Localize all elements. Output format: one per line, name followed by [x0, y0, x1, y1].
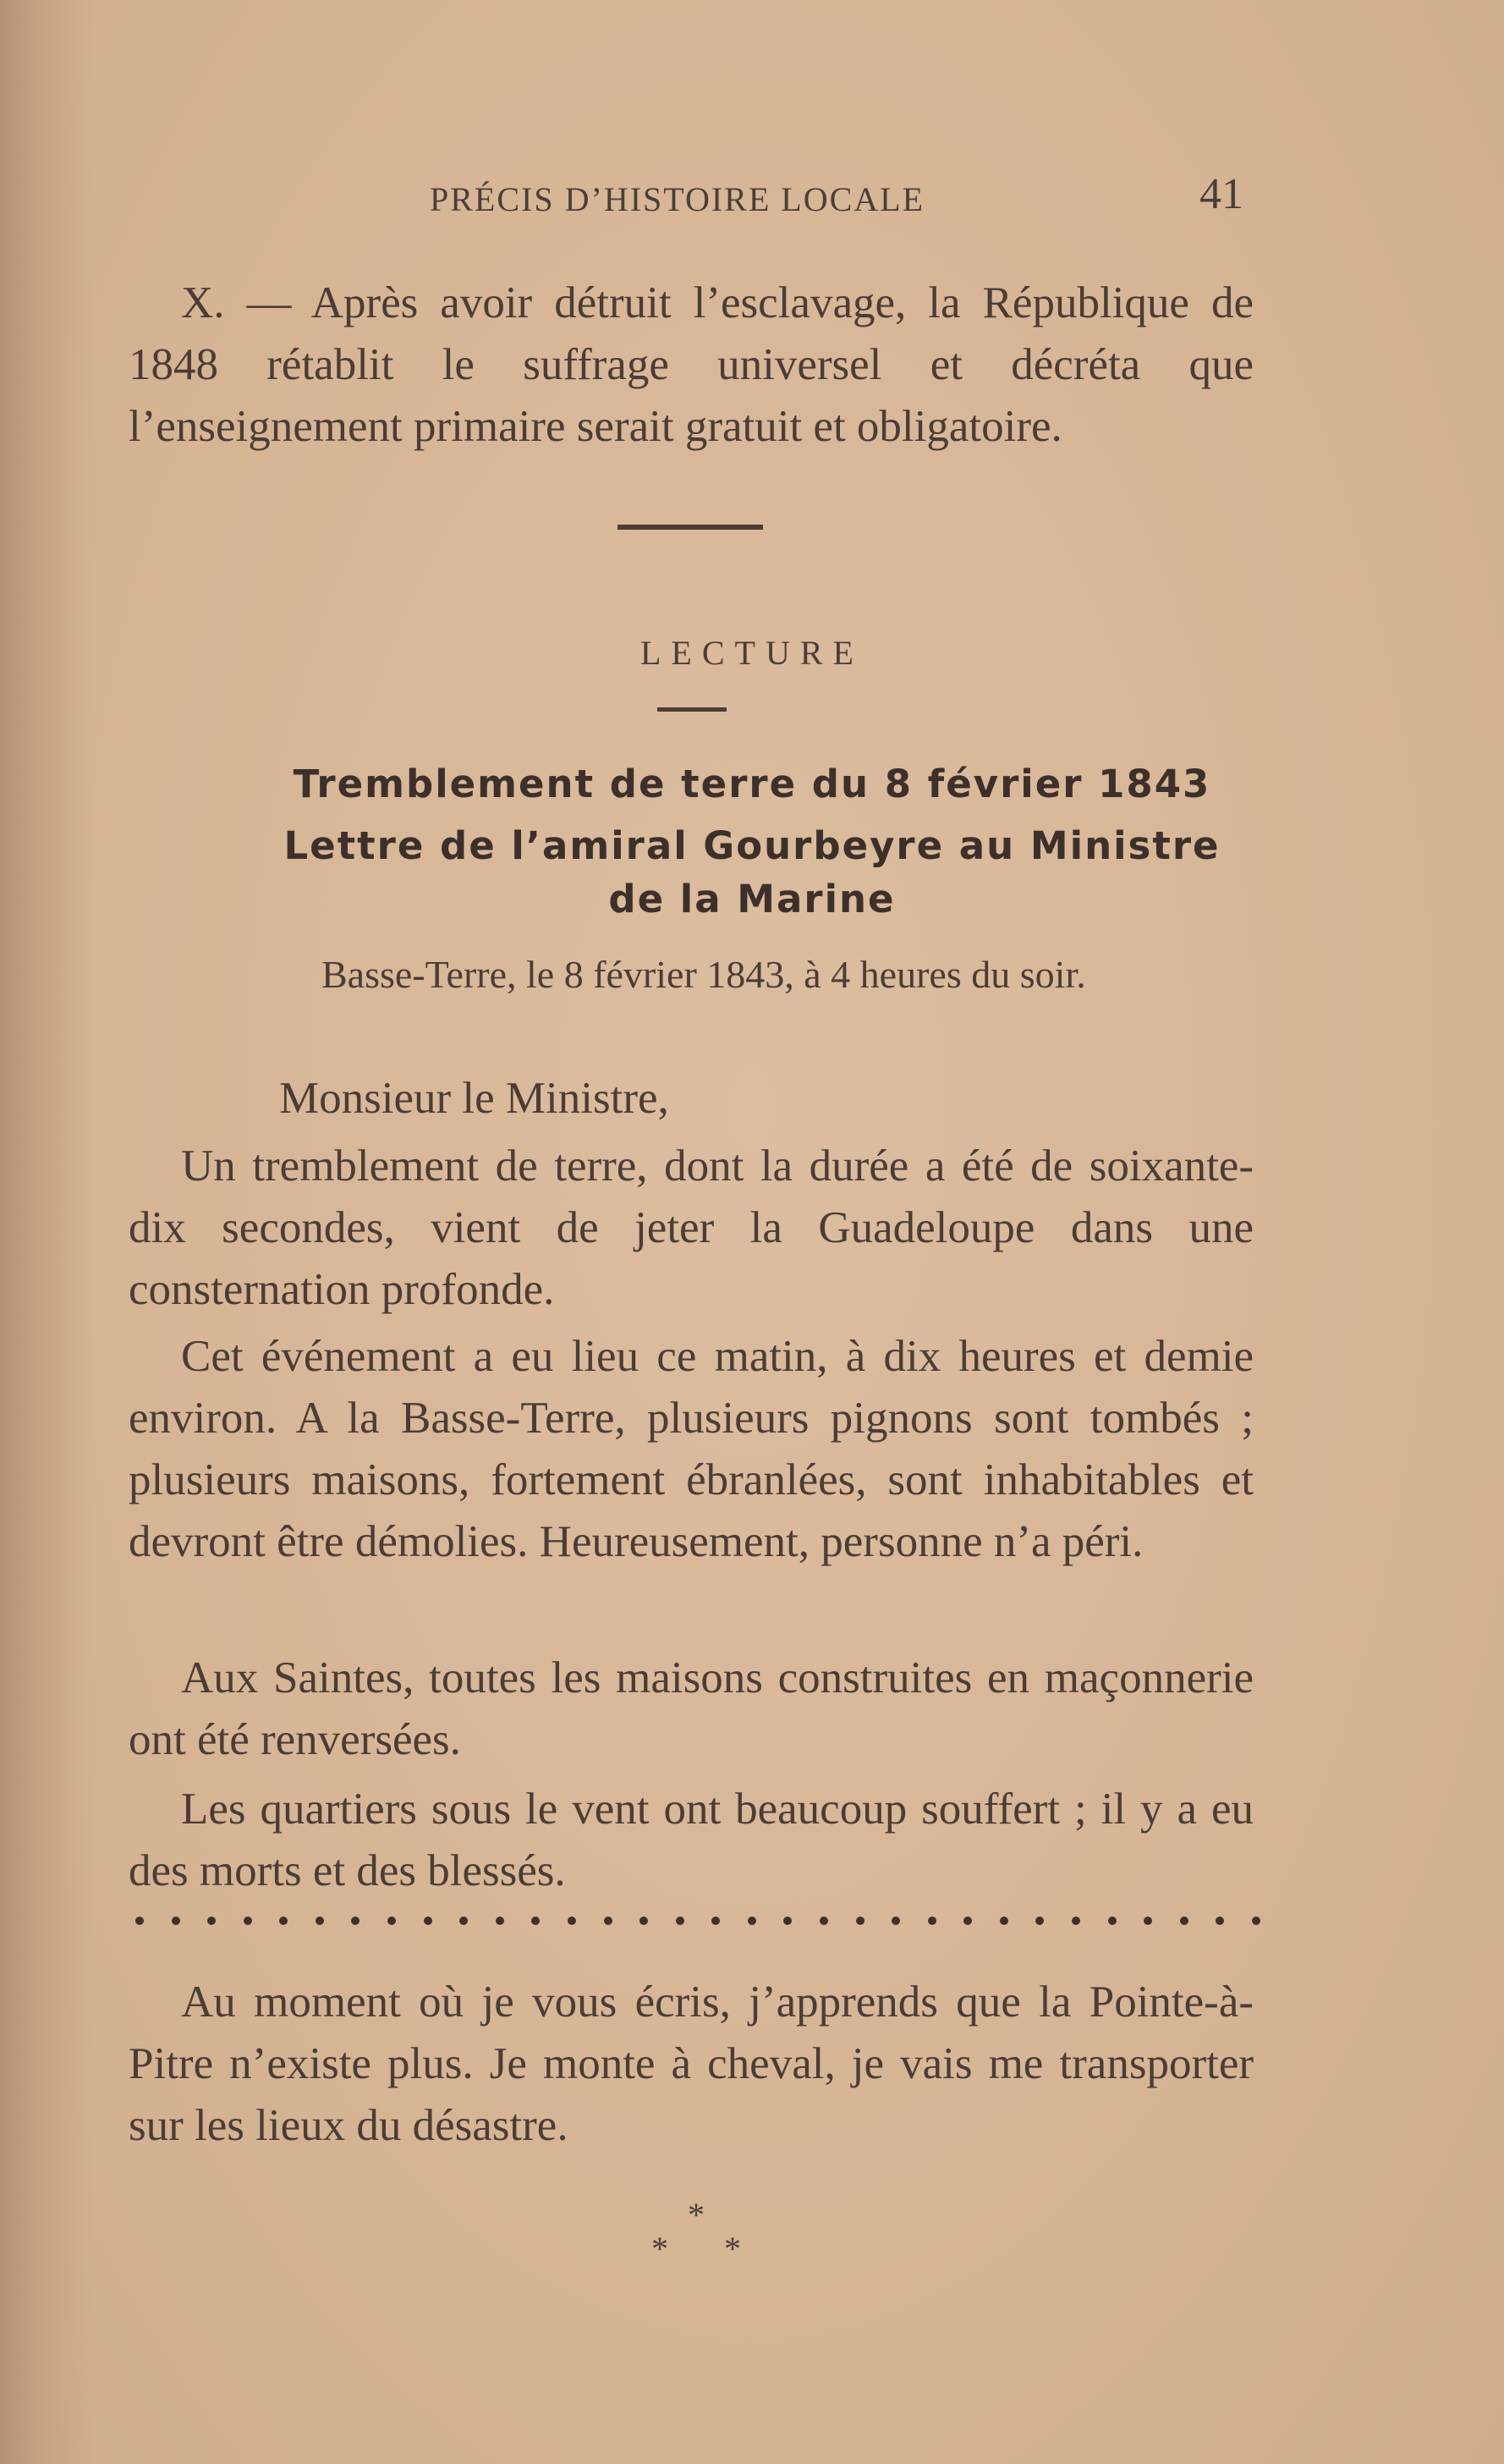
letter-paragraph-3: Aux Saintes, toutes les maisons construites en maçonnerie ont été renversées. — [129, 1653, 1254, 1764]
ellipsis-dot — [711, 1917, 720, 1925]
ellipsis-dot — [316, 1917, 324, 1925]
ellipsis-dot — [1000, 1917, 1008, 1925]
asterism-top: * — [688, 2196, 705, 2234]
running-title: PRÉCIS D’HISTOIRE LOCALE — [430, 180, 925, 218]
letter-paragraph-2: Cet événement a eu lieu ce matin, à dix heures et demie environ. A la Basse-Terre, plusieurs pignons sont tombés ; plusieurs maisons, fortement ébranlées, sont inhabitables et devront être démolies. Heureusement, personne n’a péri. — [129, 1332, 1254, 1566]
ellipsis-dot — [783, 1917, 792, 1925]
ellipsis-dot — [1035, 1917, 1044, 1925]
ellipsis-dot — [604, 1917, 612, 1925]
asterism-left: * — [651, 2230, 668, 2268]
ellipsis-dot — [244, 1917, 252, 1925]
letter-paragraph-5: Au moment où je vous écris, j’apprends que la Pointe-à-Pitre n’existe plus. Je monte à cheval, je vais me transporter sur les lieux du désastre. — [129, 1977, 1254, 2150]
reading-title-line-1: Tremblement de terre du 8 février 1843 — [293, 762, 1211, 806]
ellipsis-dot — [928, 1917, 936, 1925]
reading-title-line-2: Lettre de l’amiral Gourbeyre au Ministre — [283, 823, 1221, 868]
ellipsis-dot — [459, 1917, 468, 1925]
ellipsis-dot — [1252, 1917, 1260, 1925]
ellipsis-row — [135, 1917, 1260, 1925]
reading-title-line-3: de la Marine — [608, 877, 896, 921]
letter-salutation: Monsieur le Ministre, — [279, 1074, 669, 1123]
asterism-right: * — [724, 2230, 741, 2268]
ellipsis-dot — [676, 1917, 684, 1925]
ellipsis-dot — [531, 1917, 540, 1925]
ellipsis-dot — [1072, 1917, 1080, 1925]
section-label: LECTURE — [640, 634, 864, 672]
ellipsis-dot — [1180, 1917, 1188, 1925]
ellipsis-dot — [639, 1917, 648, 1925]
intro-paragraph: X. — Après avoir détruit l’esclavage, la République de 1848 rétablit le suffrage universel et décréta que l’enseignement primaire serait gratuit et obligatoire. — [129, 278, 1254, 451]
ellipsis-dot — [856, 1917, 865, 1925]
ellipsis-dot — [820, 1917, 828, 1925]
letter-paragraph-4: Les quartiers sous le vent ont beaucoup souffert ; il y a eu des morts et des blessés. — [129, 1785, 1254, 1895]
section-rule — [657, 707, 727, 712]
ellipsis-dot — [172, 1917, 180, 1925]
page-header — [0, 169, 1504, 228]
ellipsis-dot — [424, 1917, 432, 1925]
ellipsis-dot — [748, 1917, 756, 1925]
separator-rule — [618, 525, 763, 530]
ellipsis-dot — [1108, 1917, 1117, 1925]
letter-dateline: Basse-Terre, le 8 février 1843, à 4 heures du soir. — [321, 953, 1086, 996]
ellipsis-dot — [135, 1917, 144, 1925]
ellipsis-dot — [963, 1917, 972, 1925]
page-gutter-shadow — [0, 0, 93, 2464]
ellipsis-dot — [568, 1917, 576, 1925]
ellipsis-dot — [279, 1917, 288, 1925]
ellipsis-dot — [351, 1917, 360, 1925]
ellipsis-dot — [387, 1917, 396, 1925]
page-number: 41 — [1199, 170, 1243, 218]
ellipsis-dot — [892, 1917, 900, 1925]
ellipsis-dot — [1216, 1917, 1224, 1925]
ellipsis-dot — [207, 1917, 216, 1925]
ellipsis-dot — [496, 1917, 504, 1925]
letter-paragraph-1: Un tremblement de terre, dont la durée a été de soixante-dix secondes, vient de jeter la Guadeloupe dans une consternation profonde. — [129, 1141, 1254, 1314]
ellipsis-dot — [1144, 1917, 1152, 1925]
